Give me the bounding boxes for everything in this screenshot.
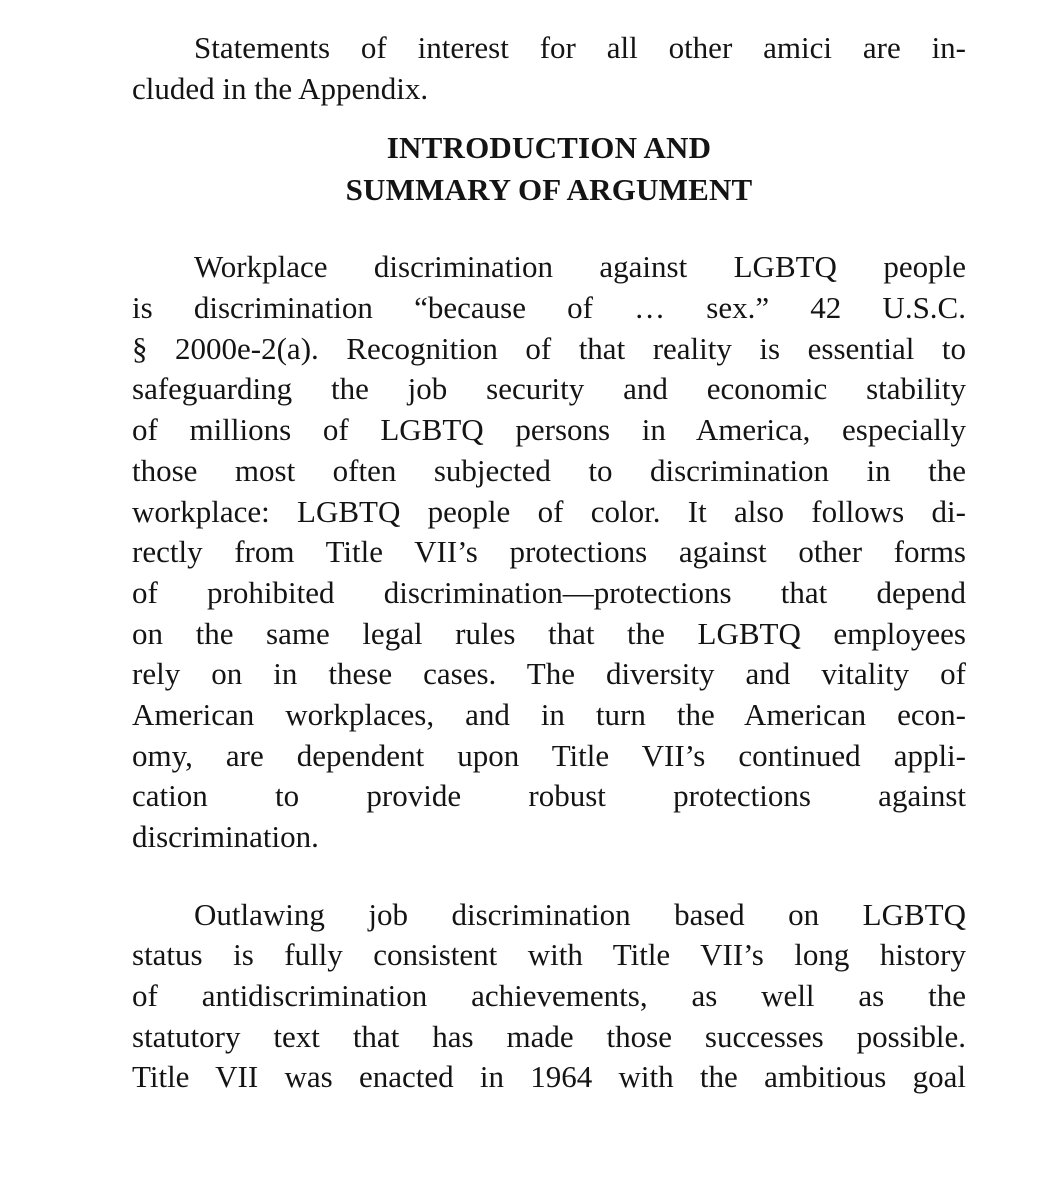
- text-line: statutory text that has made those successes possible.: [132, 1018, 966, 1054]
- text-line: § 2000e-2(a). Recognition of that reality is essential to: [132, 330, 966, 366]
- text-line: of millions of LGBTQ persons in America, especially: [132, 412, 966, 448]
- text-line: cluded in the Appendix.: [132, 70, 429, 106]
- body-paragraph-2: [132, 895, 966, 1098]
- document-page: [132, 28, 966, 1098]
- body-paragraph-1: [132, 247, 966, 857]
- section-heading: [132, 127, 966, 211]
- text-line: American workplaces, and in turn the American econ-: [132, 696, 966, 732]
- text-line: cation to provide robust protections against: [132, 778, 966, 814]
- text-line: Outlawing job discrimination based on LGBTQ: [194, 896, 966, 932]
- intro-paragraph: [132, 28, 966, 109]
- text-line: is discrimination “because of … sex.” 42 U.S.C.: [132, 290, 966, 326]
- text-line: status is fully consistent with Title VII’s long history: [132, 937, 966, 973]
- text-line: rectly from Title VII’s protections against other forms: [132, 534, 966, 570]
- heading-line: INTRODUCTION AND: [386, 130, 712, 166]
- text-line: discrimination.: [132, 819, 319, 854]
- text-line: rely on in these cases. The diversity and vitality of: [132, 656, 966, 692]
- text-line: of prohibited discrimination—protections that depend: [132, 574, 966, 610]
- text-line: safeguarding the job security and economic stability: [132, 371, 966, 407]
- text-line: workplace: LGBTQ people of color. It also follows di-: [132, 493, 966, 529]
- text-line: of antidiscrimination achievements, as well as the: [132, 978, 966, 1014]
- text-line: Workplace discrimination against LGBTQ people: [194, 249, 966, 285]
- text-line: those most often subjected to discrimination in the: [132, 452, 966, 488]
- heading-line: SUMMARY OF ARGUMENT: [345, 172, 753, 208]
- text-line: on the same legal rules that the LGBTQ employees: [132, 615, 966, 651]
- text-line: Statements of interest for all other amici are in-: [194, 30, 966, 65]
- text-line: omy, are dependent upon Title VII’s continued appli-: [132, 737, 966, 773]
- text-line: Title VII was enacted in 1964 with the ambitious goal: [132, 1059, 966, 1095]
